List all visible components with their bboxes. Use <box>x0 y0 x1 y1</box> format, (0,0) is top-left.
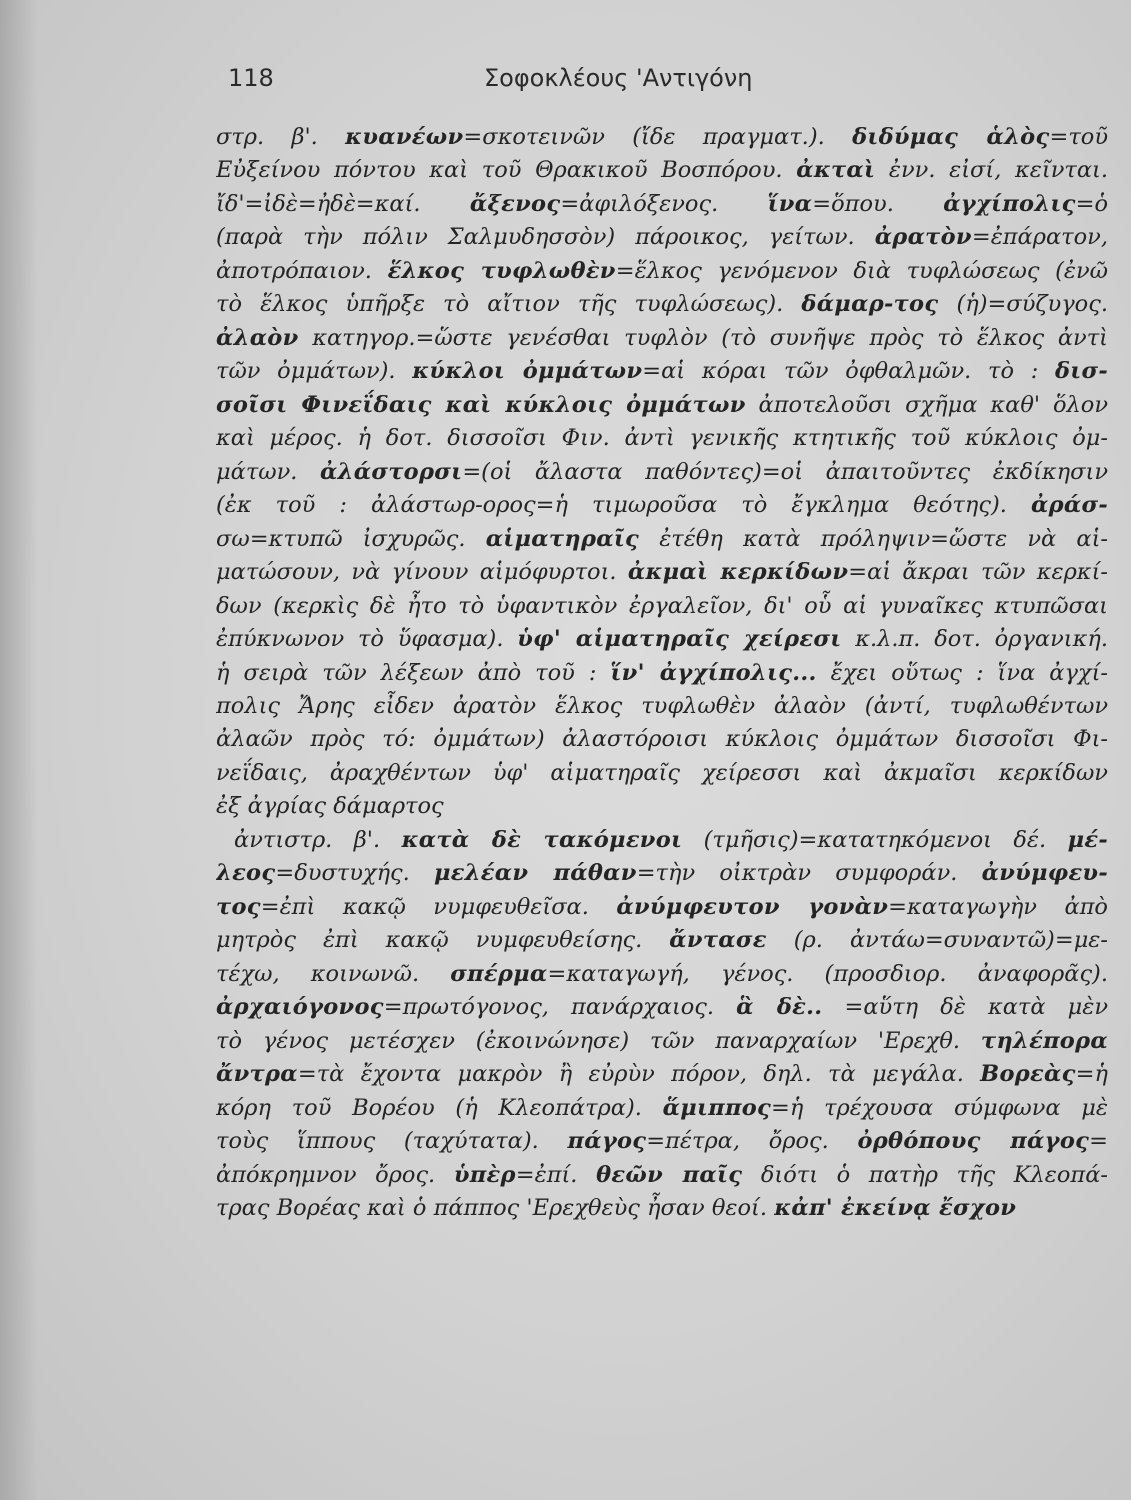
text-line <box>216 1159 1108 1192</box>
gloss-text: τρας Βορέας καὶ ὁ πάππος 'Ερεχθεὺς ἦσαν θεοί. <box>216 1195 775 1221</box>
lemma-term: ἀνύμφευ- <box>981 860 1108 887</box>
gloss-text: πολις Ἄρης εἶδεν ἀρατὸν ἕλκος τυφλωθὲν ἀλαὸν (ἀντί, τυφλωθέντων <box>216 692 1108 719</box>
gloss-text: =ἐπί. <box>515 1161 597 1188</box>
gloss-text: καὶ μέρος. ἡ δοτ. δισσοῖσι Φιν. ἀντὶ γενικῆς κτητικῆς τοῦ κύκλοις ὀμ- <box>216 425 1108 452</box>
gloss-text: =πέτρα, ὄρος. <box>646 1128 858 1155</box>
text-line <box>216 657 1108 690</box>
lemma-term: ἀγχίπολις <box>943 190 1076 217</box>
gloss-text: =ὅπου. <box>812 190 944 217</box>
gloss-text: =δυστυχής. <box>275 860 434 887</box>
gloss-text: =σκοτεινῶν (ἴδε πραγματ.). <box>463 124 853 150</box>
lemma-term: ἀκμαὶ κερκίδων <box>627 559 849 586</box>
gloss-text: =ἕλκος γενόμενον διὰ τυφλώσεως (ἐνῶ <box>615 257 1108 284</box>
lemma-term: ὑφ' αἱματηραῖς χείρεσι <box>517 626 842 653</box>
gloss-text: ἡ σειρὰ τῶν λέξεων ἀπὸ τοῦ : <box>216 659 611 686</box>
gloss-text: τῶν ὀμμάτων). <box>216 358 413 385</box>
gloss-text: =αὕτη δὲ κατὰ μὲν <box>822 994 1108 1021</box>
text-line <box>216 991 1108 1024</box>
gloss-text: κατηγορ.=ὥστε γενέσθαι τυφλὸν (τὸ συνῆψε πρὸς τὸ ἕλκος ἀντὶ <box>298 324 1108 351</box>
gloss-text: κόρη τοῦ Βορέου (ἡ Κλεοπάτρα). <box>216 1094 663 1121</box>
text-line <box>216 288 1108 321</box>
lemma-term: ἀρατὸν <box>874 224 972 251</box>
lemma-term: ἀκταὶ <box>796 157 876 184</box>
text-line <box>216 623 1108 656</box>
lemma-term: πάγος <box>567 1128 647 1155</box>
lemma-term: ἅμιππος <box>662 1094 772 1121</box>
gloss-text: ἴδ'=ἰδὲ=ἠδὲ=καί. <box>216 190 470 217</box>
text-line <box>216 489 1108 522</box>
lemma-term: μελέαν πάθαν <box>433 860 637 887</box>
gloss-text: δων (κερκὶς δὲ ἦτο τὸ ὑφαντικὸν ἐργαλεῖον, δι' οὗ αἱ γυναῖκες κτυπῶσαι <box>216 592 1108 619</box>
gloss-text: =ἐπάρατον, <box>971 224 1108 251</box>
text-line <box>216 1192 1108 1225</box>
gloss-text: ἀλαῶν πρὸς τό: ὀμμάτων) ἀλαστόροισι κύκλοις ὀμμάτων δισσοῖσι Φι- <box>216 726 1108 753</box>
binding-shadow <box>0 0 38 1500</box>
gloss-text: ἐπύκνωνον τὸ ὕφασμα). <box>216 626 518 653</box>
gloss-text: (τμῆσις)=κατατηκόμενοι δέ. <box>682 826 1068 853</box>
gloss-text: ἀντιστρ. β'. <box>234 826 402 853</box>
gloss-text: =καταγωγὴν ἀπὸ <box>888 893 1108 920</box>
gloss-text: =τοῦ <box>1049 124 1108 150</box>
gloss-text: Εὐξείνου πόντου καὶ τοῦ Θρακικοῦ Βοσπόρου. <box>216 157 797 184</box>
gloss-text: ἐνν. εἰσί, κεῖνται. <box>875 157 1108 184</box>
gloss-text: τέχω, κοινωνῶ. <box>216 960 451 987</box>
gloss-text: μάτων. <box>216 458 321 485</box>
text-line <box>216 221 1108 254</box>
lemma-term: ὑπὲρ <box>453 1161 516 1188</box>
text-line <box>216 857 1108 890</box>
text-line <box>216 590 1108 623</box>
lemma-term: ἄξενος <box>469 190 561 217</box>
gloss-text: κ.λ.π. δοτ. ὀργανική. <box>841 626 1108 653</box>
lemma-term: Βορεὰς <box>980 1061 1076 1088</box>
text-line <box>216 355 1108 388</box>
gloss-text: =ἡ τρέχουσα σύμφωνα μὲ <box>771 1094 1108 1121</box>
lemma-term: ἕλκος τυφλωθὲν <box>387 257 616 284</box>
gloss-text: =τὰ ἔχοντα μακρὸν ἢ εὐρὺν πόρον, δηλ. τὰ μεγάλα. <box>297 1061 981 1088</box>
gloss-text: =πρωτόγονος, πανάρχαιος. <box>383 994 737 1021</box>
gloss-text: τοὺς ἵππους (ταχύτατα). <box>216 1128 568 1155</box>
text-line <box>216 523 1108 556</box>
text-line <box>216 255 1108 288</box>
gloss-text: μητρὸς ἐπὶ κακῷ νυμφευθείσης. <box>216 927 670 954</box>
gloss-text: =καταγωγή, γένος. (προσδιορ. ἀναφορᾶς). <box>547 960 1108 987</box>
gloss-text: (παρὰ τὴν πόλιν Σαλμυδησσὸν) πάροικος, γείτων. <box>216 224 875 251</box>
lemma-term: διδύμας ἁλὸς <box>852 124 1050 150</box>
gloss-text: ἐτέθη κατὰ πρόληψιν=ὥστε νὰ αἱ- <box>639 525 1108 552</box>
gloss-text: διότι ὁ πατὴρ τῆς Κλεοπά- <box>742 1161 1108 1188</box>
page-header <box>228 64 1108 104</box>
lemma-term: ἄντρα <box>216 1061 298 1088</box>
text-line <box>216 723 1108 756</box>
lemma-term: κύκλοι ὀμμάτων <box>412 358 643 385</box>
lemma-term: δάμαρ-τος <box>801 291 939 318</box>
gloss-text: (ρ. ἀντάω=συναντῶ)=με- <box>766 927 1108 954</box>
gloss-text: ἀποτελοῦσι σχῆμα καθ' ὅλον <box>745 391 1108 418</box>
running-title: Σοφοκλέους 'Αντιγόνη <box>484 64 753 92</box>
text-line <box>216 322 1108 355</box>
text-line <box>216 958 1108 991</box>
lemma-term: θεῶν παῖς <box>596 1161 743 1188</box>
lemma-term: ἀνύμφευτον γονὰν <box>616 893 889 920</box>
text-line <box>216 1025 1108 1058</box>
lemma-term: ἵνα <box>767 190 813 217</box>
gloss-text: τὸ ἕλκος ὑπῆρξε τὸ αἴτιον τῆς τυφλώσεως). <box>216 291 802 318</box>
lemma-term: τηλέπορα <box>980 1027 1108 1054</box>
text-line <box>216 1092 1108 1125</box>
commentary-text <box>216 121 1108 1225</box>
gloss-text: =ἀφιλόξενος. <box>560 190 768 217</box>
gloss-text: = <box>1089 1128 1108 1155</box>
lemma-term: μέ- <box>1067 826 1108 853</box>
text-line <box>216 456 1108 489</box>
gloss-text: (ἡ)=σύζυγος. <box>938 291 1108 318</box>
gloss-text: =τὴν οἰκτρὰν συμφοράν. <box>636 860 982 887</box>
text-line <box>216 121 1108 154</box>
lemma-term: κυανέων <box>345 124 464 150</box>
gloss-text: =(οἱ ἄλαστα παθόντες)=οἱ ἀπαιτοῦντες ἐκδίκησιν <box>462 458 1108 485</box>
gloss-text: ἐξ ἀγρίας δάμαρτος <box>216 793 444 820</box>
lemma-term: τος <box>216 893 261 920</box>
lemma-term: σοῖσι Φινεΐδαις καὶ κύκλοις ὀμμάτων <box>216 391 746 418</box>
text-line <box>216 1125 1108 1158</box>
text-line <box>216 389 1108 422</box>
gloss-text: =αἱ κόραι τῶν ὀφθαλμῶν. τὸ : <box>642 358 1055 385</box>
text-line <box>216 924 1108 957</box>
text-line <box>216 690 1108 723</box>
text-line <box>216 422 1108 455</box>
text-line <box>216 188 1108 221</box>
lemma-term: ἀλάστορσι <box>320 458 463 485</box>
gloss-text: τὸ γένος μετέσχεν (ἐκοινώνησε) τῶν παναρχαίων 'Ερεχθ. <box>216 1027 981 1054</box>
gloss-text: ματώσουν, νὰ γίνουν αἱμόφυρτοι. <box>216 559 628 586</box>
gloss-text: στρ. β'. <box>216 124 346 150</box>
text-line <box>216 757 1108 790</box>
gloss-text: ἔχει οὕτως : ἵνα ἀγχί- <box>816 659 1108 686</box>
text-line <box>216 891 1108 924</box>
text-line <box>216 1058 1108 1091</box>
lemma-term: κἀπ' ἐκείνᾳ ἔσχον <box>774 1195 1017 1221</box>
text-line <box>216 790 1108 823</box>
lemma-term: δισ- <box>1054 358 1108 385</box>
lemma-term: ὀρθόπους πάγος <box>857 1128 1090 1155</box>
text-line <box>216 154 1108 187</box>
lemma-term: ἀράσ- <box>1030 492 1108 519</box>
text-line <box>216 556 1108 589</box>
gloss-text: =ἡ <box>1075 1061 1108 1088</box>
page-number: 118 <box>228 64 274 92</box>
lemma-term: ἵν' ἀγχίπολις... <box>610 659 817 686</box>
gloss-text: =αἱ ἄκραι τῶν κερκί- <box>848 559 1108 586</box>
gloss-text: σω=κτυπῶ ἰσχυρῶς. <box>216 525 486 552</box>
lemma-term: λεος <box>216 860 276 887</box>
gloss-text: ἀποτρόπαιον. <box>216 257 388 284</box>
gloss-text: (ἐκ τοῦ : ἀλάστωρ-ορος=ἡ τιμωροῦσα τὸ ἔγκλημα θεότης). <box>216 492 1031 519</box>
gloss-text: =ἐπὶ κακῷ νυμφευθεῖσα. <box>260 893 617 920</box>
lemma-term: ἀρχαιόγονος <box>216 994 384 1021</box>
lemma-term: σπέρμα <box>450 960 548 987</box>
gloss-text: ἀπόκρημνον ὄρος. <box>216 1161 454 1188</box>
lemma-term: ἃ δὲ.. <box>736 994 823 1021</box>
gloss-text: =ὁ <box>1075 190 1108 217</box>
text-line <box>216 824 1108 857</box>
lemma-term: κατὰ δὲ τακόμενοι <box>401 826 683 853</box>
lemma-term: ἄντασε <box>669 927 767 954</box>
lemma-term: αἱματηραῖς <box>485 525 640 552</box>
lemma-term: ἀλαὸν <box>216 324 299 351</box>
gloss-text: νεΐδαις, ἀραχθέντων ὑφ' αἱματηραῖς χείρεσσι καὶ ἀκμαῖσι κερκίδων <box>216 759 1108 786</box>
